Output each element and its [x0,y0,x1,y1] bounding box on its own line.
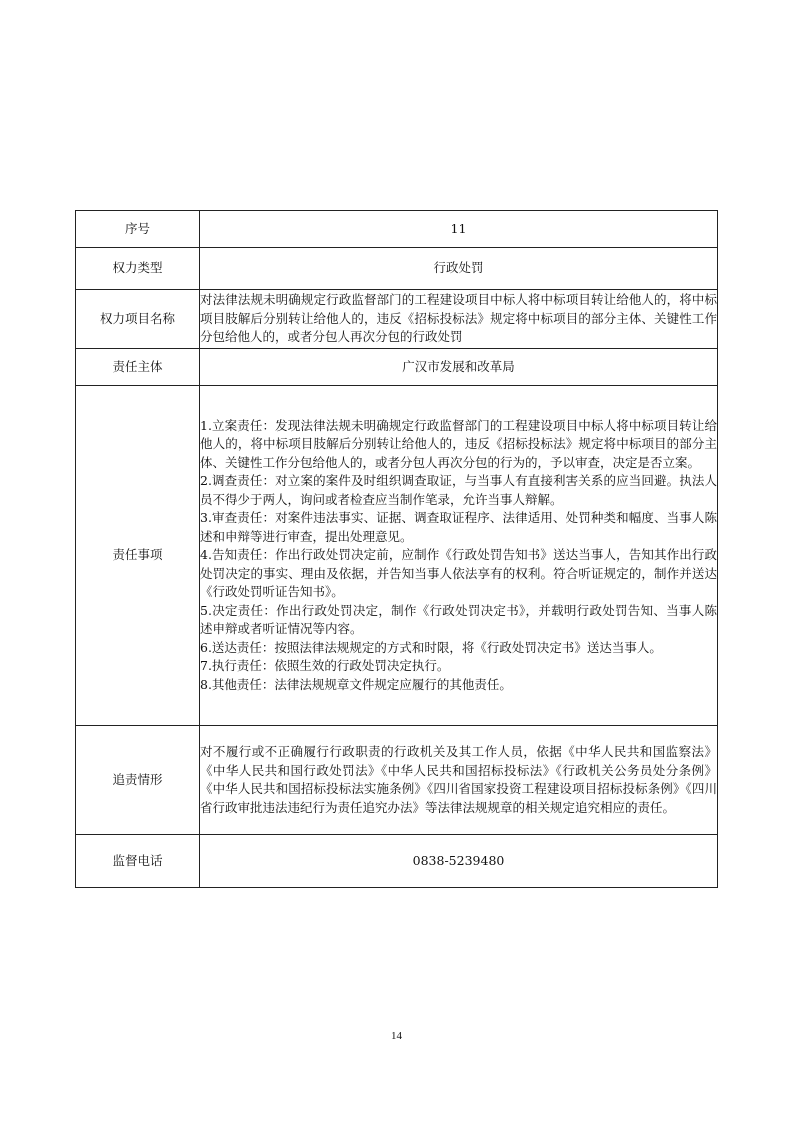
responsible-body-label: 责任主体 [76,349,200,386]
table-row [76,835,718,888]
responsibility-item: 5.决定责任：作出行政处罚决定，制作《行政处罚决定书》，并载明行政处罚告知、当事人陈述申辩或者听证情况等内容。 [200,602,717,637]
table-row [76,211,718,248]
responsibility-item: 3.审查责任：对案件违法事实、证据、调查取证程序、法律适用、处罚种类和幅度、当事人陈述和申辩等进行审查，提出处理意见。 [200,510,717,544]
power-item-table [75,210,718,888]
serial-label: 序号 [76,211,200,248]
responsibility-item: 4.告知责任：作出行政处罚决定前，应制作《行政处罚告知书》送达当事人，告知其作出行政处罚决定的事实、理由及依据，并告知当事人依法享有的权利。符合听证规定的，制作并送达《行政处罚听证告知书》。 [200,547,717,600]
table-row [76,248,718,290]
power-type-label: 权力类型 [76,248,200,290]
responsibility-item: 2.调查责任：对立案的案件及时组织调查取证，与当事人有直接利害关系的应当回避。执法人员不得少于两人，询问或者检查应当制作笔录，允许当事人辩解。 [200,473,717,507]
page-number: 14 [391,1030,402,1042]
table-row [76,726,718,835]
table-row [76,386,718,726]
accountability-value: 对不履行或不正确履行行政职责的行政机关及其工作人员，依据《中华人民共和国监察法》《中华人民共和国行政处罚法》《中华人民共和国招标投标法》《行政机关公务员处分条例》《中华人民共和国招标投标法实施条例》《四川省国家投资工程建设项目招标投标条例》《四川省行政审批违法违纪行为责任追究办法》等法律法规规章的相关规定追究相应的责任。 [200,726,718,835]
responsible-body-value: 广汉市发展和改革局 [200,349,718,386]
table-row [76,290,718,349]
responsibility-item: 1.立案责任：发现法律法规未明确规定行政监督部门的工程建设项目中标人将中标项目转让给他人的，将中标项目肢解后分别转让给他人的，违反《招标投标法》规定将中标项目的部分主体、关键性工作分包给他人的，或者分包人再次分包的行为的，予以审查，决定是否立案。 [200,417,717,470]
responsibility-item: 6.送达责任：按照法律法规规定的方式和时限，将《行政处罚决定书》送达当事人。 [200,639,662,655]
responsibilities-label: 责任事项 [76,386,200,726]
phone-label: 监督电话 [76,835,200,888]
table-row [76,349,718,386]
power-type-value: 行政处罚 [200,248,718,290]
accountability-label: 追责情形 [76,726,200,835]
serial-value: 11 [200,211,718,248]
responsibilities-list [200,386,718,726]
responsibility-item: 7.执行责任：依照生效的行政处罚决定执行。 [200,658,450,674]
item-name-label: 权力项目名称 [76,290,200,349]
responsibility-item: 8.其他责任：法律法规规章文件规定应履行的其他责任。 [200,676,512,692]
phone-value: 0838-5239480 [200,835,718,888]
item-name-value: 对法律法规未明确规定行政监督部门的工程建设项目中标人将中标项目转让给他人的，将中标项目肢解后分别转让给他人的，违反《招标投标法》规定将中标项目的部分主体、关键性工作分包给他人的，或者分包人再次分包的行政处罚 [200,290,718,349]
